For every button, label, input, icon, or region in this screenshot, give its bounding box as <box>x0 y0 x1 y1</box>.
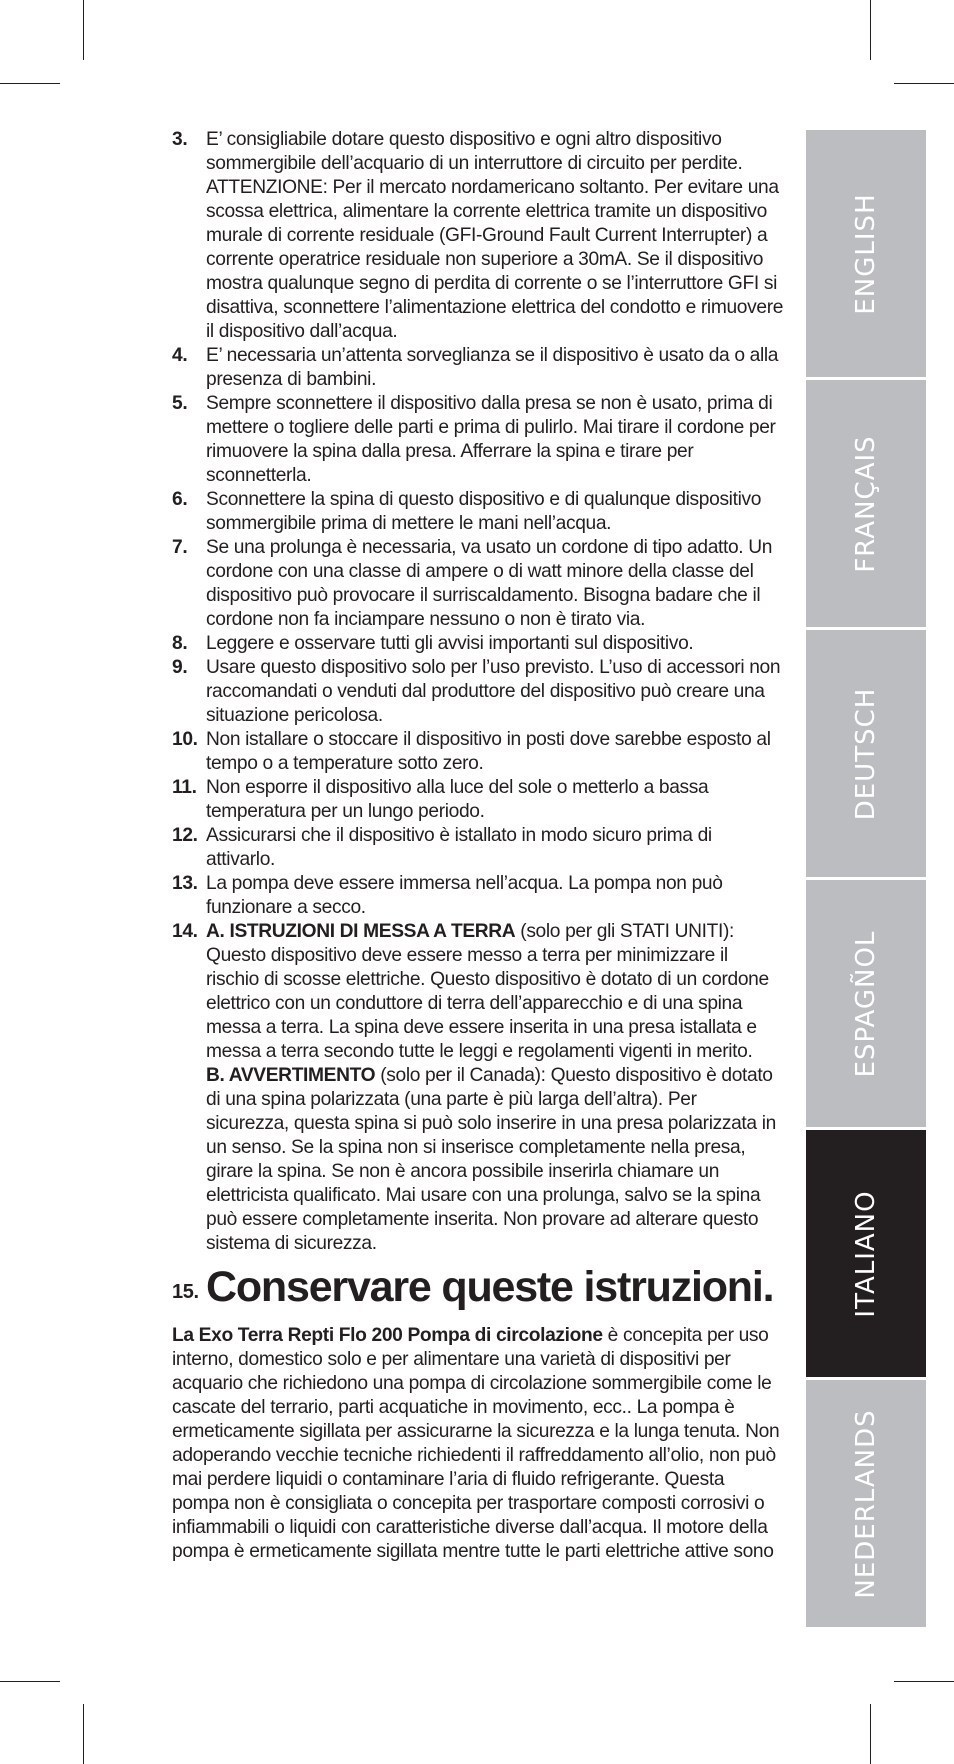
tab-english[interactable] <box>806 130 926 380</box>
warning-canada <box>206 1064 784 1256</box>
page-title: Conservare queste istruzioni. <box>206 1263 774 1311</box>
item-text: Usare questo dispositivo solo per l’uso previsto. L’uso di accessori non raccomandati o venduti dal produttore del dispositivo può creare una situazione pericolosa. <box>206 657 781 726</box>
item-number: 8. <box>172 633 188 654</box>
warning-heading: B. AVVERTIMENTO <box>206 1065 376 1086</box>
warning-text: (solo per il Canada): Questo dispositivo è dotato di una spina polarizzata (una parte è più larga dell’altra). Per sicurezza, questa spina si può solo inserire in una presa polarizzata in un senso. Se la spina non si inserisce completamente nella presa, girare la spina. Se non è ancora possibile inserirla chiamare un elettricista qualificato. Mai usare con una prolunga, salvo se la spina può essere completamente inserita. Non provare ad alterare questo sistema di sicurezza. <box>206 1065 776 1254</box>
item-number: 9. <box>172 657 188 678</box>
item-text: Assicurarsi che il dispositivo è istallato in modo sicuro prima di attivarlo. <box>206 825 712 870</box>
item-text: Sempre sconnettere il dispositivo dalla presa se non è usato, prima di mettere o togliere delle parti e prima di pulirlo. Mai tirare il cordone per rimuovere la spina dalla presa. Afferrare la spina e tirare per sconnetterla. <box>206 393 776 486</box>
list-item-14 <box>172 920 784 1256</box>
tab-espagnol[interactable] <box>806 880 926 1130</box>
item-text: E’ necessaria un’attenta sorveglianza se il dispositivo è usato da o alla presenza di bambini. <box>206 345 779 390</box>
crop-mark <box>894 83 954 84</box>
list-item <box>172 344 784 392</box>
item-text: Non esporre il dispositivo alla luce del sole o metterlo a bassa temperatura per un lungo periodo. <box>206 777 709 822</box>
crop-mark <box>0 83 60 84</box>
list-item <box>172 392 784 488</box>
list-item <box>172 824 784 872</box>
item-number: 7. <box>172 537 188 558</box>
item-text: La pompa deve essere immersa nell’acqua. La pompa non può funzionare a secco. <box>206 873 723 918</box>
item-number: 5. <box>172 393 188 414</box>
crop-mark <box>83 1704 84 1764</box>
section-heading <box>172 1260 784 1312</box>
item-text: Leggere e osservare tutti gli avvisi importanti sul dispositivo. <box>206 633 694 654</box>
grounding-text: (solo per gli STATI UNITI): Questo dispositivo deve essere messo a terra per minimizzare il rischio di scosse elettriche. Questo dispositivo è dotato di un cordone elettrico con un conduttore di terra dell’apparecchio e di una spina messa a terra. La spina deve essere inserita in una presa istallata e messa a terra secondo tutte le leggi e regolamenti vigenti in merito. <box>206 921 769 1062</box>
item-number: 3. <box>172 129 188 150</box>
item-text: Non istallare o stoccare il dispositivo in posti dove sarebbe esposto al tempo o a temperature sotto zero. <box>206 729 771 774</box>
tab-nederlands[interactable] <box>806 1380 926 1630</box>
tab-label: NEDERLANDS <box>851 1408 881 1599</box>
item-text: Se una prolunga è necessaria, va usato un cordone di tipo adatto. Un cordone con una classe di ampere o di watt minore della classe del dispositivo può provocare il surriscaldamento. Bisogna badare che il cordone non fa inciampare nessuno o non è tirato via. <box>206 537 773 630</box>
list-item <box>172 632 784 656</box>
list-item <box>172 728 784 776</box>
crop-mark <box>0 1681 60 1682</box>
list-item <box>172 776 784 824</box>
list-item <box>172 656 784 728</box>
list-item <box>172 872 784 920</box>
item-text: Sconnettere la spina di questo dispositivo e di qualunque dispositivo sommergibile prima di mettere le mani nell’acqua. <box>206 489 762 534</box>
list-item <box>172 128 784 344</box>
item-number: 14. <box>172 921 198 942</box>
grounding-heading: A. ISTRUZIONI DI MESSA A TERRA <box>206 921 516 942</box>
item-number: 12. <box>172 825 198 846</box>
tab-francais[interactable] <box>806 380 926 630</box>
crop-mark <box>894 1681 954 1682</box>
list-item <box>172 536 784 632</box>
item-text: E’ consigliabile dotare questo dispositivo e ogni altro dispositivo sommergibile dell’acquario di un interruttore di circuito per perdite. ATTENZIONE: Per il mercato nordamericano soltanto. Per evitare una scossa elettrica, alimentare la corrente elettrica tramite un dispositivo murale di corrente residuale (GFI-Ground Fault Current Interrupter) a corrente operatrice residuale non superiore a 30mA. Se il dispositivo mostra qualunque segno di perdita di corrente o se l’interruttore GFI si disattiva, sconnettere l’alimentazione elettrica del condotto e rimuovere il dispositivo dall’acqua. <box>206 129 784 342</box>
item-number: 10. <box>172 729 198 750</box>
tab-deutsch[interactable] <box>806 630 926 880</box>
tab-label: FRANÇAIS <box>851 434 881 573</box>
product-name: La Exo Terra Repti Flo 200 Pompa di circolazione <box>172 1325 603 1346</box>
tab-label: ITALIANO <box>851 1189 881 1318</box>
instructions-content <box>172 128 784 1564</box>
description-text: è concepita per uso interno, domestico solo e per alimentare una varietà di dispositivi per acquario che richiedono una pompa di circolazione sommergibile come le cascate del terrario, parti acquatiche in movimento, ecc.. La pompa è ermeticamente sigillata per assicurarne la sicurezza e la lunga tenuta. Non adoperando vecchie tecniche richiedenti il raffreddamento all’olio, non può mai perdere liquidi o contaminare l’aria di fluido refrigerante. Questa pompa non è consigliata o concepita per trasportare composti corrosivi o infiammabili o liquidi con caratteristiche diverse dall’acqua. Il motore della pompa è ermeticamente sigillata mentre tutte le parti elettriche attive sono <box>172 1325 780 1562</box>
tab-label: ENGLISH <box>851 192 881 315</box>
safety-list <box>172 128 784 920</box>
crop-mark <box>870 0 871 60</box>
tab-label: ESPAGÑOL <box>851 930 881 1077</box>
item-number: 13. <box>172 873 198 894</box>
heading-number: 15. <box>172 1281 199 1303</box>
crop-mark <box>870 1704 871 1764</box>
tab-label: DEUTSCH <box>851 687 881 820</box>
tab-italiano[interactable] <box>806 1130 926 1380</box>
grounding-instructions <box>206 920 784 1064</box>
item-number: 4. <box>172 345 188 366</box>
item-number: 6. <box>172 489 188 510</box>
list-item <box>172 488 784 536</box>
item-number: 11. <box>172 777 197 798</box>
product-description <box>172 1324 784 1564</box>
crop-mark <box>83 0 84 60</box>
language-tabs <box>806 130 926 1630</box>
